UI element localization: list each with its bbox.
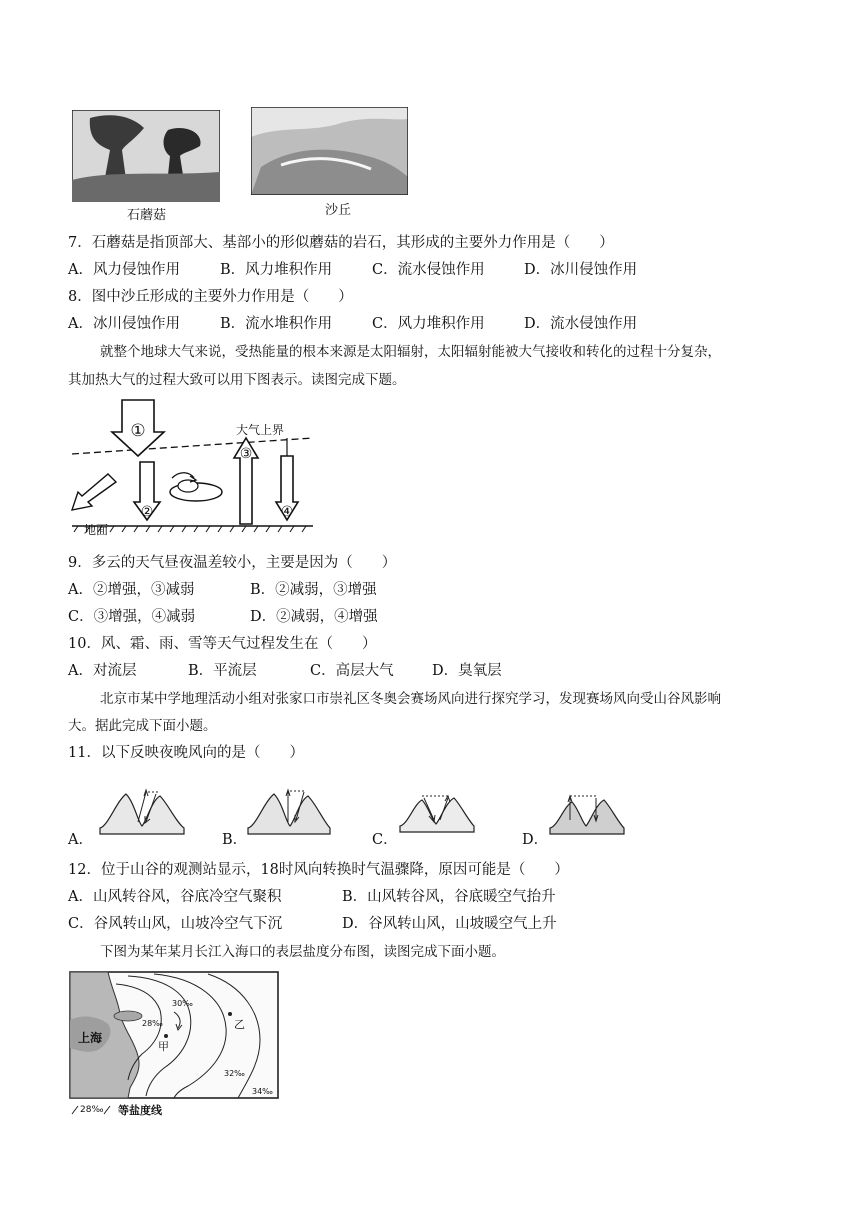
q11-option-c-diagram[interactable] <box>398 790 476 836</box>
question-12-stem: 12．位于山谷的观测站显示，18时风向转换时气温骤降，原因可能是（ ） <box>68 862 569 878</box>
atmosphere-heating-diagram <box>68 398 318 536</box>
label-circle-4: ④ <box>280 504 294 520</box>
q7-option-c[interactable]: C．流水侵蚀作用 <box>372 262 485 278</box>
mushroom-rock-photo <box>72 110 220 202</box>
q12-option-a[interactable]: A．山风转谷风，谷底冷空气聚积 <box>68 889 282 905</box>
label-top-of-atmosphere: 大气上界 <box>236 423 285 437</box>
q8-option-d[interactable]: D．流水侵蚀作用 <box>524 316 638 332</box>
q7-option-a[interactable]: A．风力侵蚀作用 <box>68 262 180 278</box>
q12-option-b[interactable]: B．山风转谷风，谷底暖空气抬升 <box>342 889 556 905</box>
q8-option-c[interactable]: C．风力堆积作用 <box>372 316 485 332</box>
q10-option-c[interactable]: C．高层大气 <box>310 663 394 679</box>
label-circle-3: ③ <box>239 446 253 462</box>
q12-option-c[interactable]: C．谷风转山风，山坡冷空气下沉 <box>68 916 283 932</box>
question-9-stem: 9．多云的天气昼夜温差较小，主要是因为（ ） <box>68 555 397 571</box>
sand-dune-caption: 沙丘 <box>325 203 352 218</box>
question-7-stem: 7．石蘑菇是指顶部大、基部小的形似蘑菇的岩石，其形成的主要外力作用是（ ） <box>68 235 614 251</box>
q11-option-b-diagram[interactable] <box>246 782 332 840</box>
question-8-stem: 8．图中沙丘形成的主要外力作用是（ ） <box>68 289 353 305</box>
q8-option-b[interactable]: B．流水堆积作用 <box>220 316 333 332</box>
q9-option-d[interactable]: D．②减弱，④增强 <box>250 609 378 625</box>
q11-option-d[interactable]: D． <box>522 832 549 848</box>
label-ground: 地面 <box>84 523 109 536</box>
intro-atmosphere-line1: 就整个地球大气来说，受热能量的根本来源是太阳辐射，太阳辐射能被大气接收和转化的过程十分复杂， <box>100 344 721 360</box>
intro-atmosphere-line2: 其加热大气的过程大致可以用下图表示。读图完成下题。 <box>68 372 406 388</box>
label-shanghai: 上海 <box>78 1031 103 1045</box>
intro-valley-wind-line1: 北京市某中学地理活动小组对张家口市崇礼区冬奥会赛场风向进行探究学习，发现赛场风向受山谷风影响 <box>100 691 721 707</box>
q11-option-b[interactable]: B． <box>222 832 248 848</box>
label-30: 30‰ <box>172 999 193 1008</box>
label-jia: 甲 <box>158 1040 169 1053</box>
q9-option-c[interactable]: C．③增强，④减弱 <box>68 609 196 625</box>
label-32: 32‰ <box>224 1069 245 1078</box>
q10-option-d[interactable]: D．臭氧层 <box>432 663 502 679</box>
salinity-distribution-map <box>68 970 280 1120</box>
q11-option-a[interactable]: A． <box>68 832 93 848</box>
question-10-stem: 10．风、霜、雨、雪等天气过程发生在（ ） <box>68 636 377 652</box>
q10-option-a[interactable]: A．对流层 <box>68 663 137 679</box>
q9-option-a[interactable]: A．②增强，③减弱 <box>68 582 195 598</box>
sand-dune-photo <box>251 107 408 195</box>
q8-option-a[interactable]: A．冰川侵蚀作用 <box>68 316 180 332</box>
question-11-stem: 11．以下反映夜晚风向的是（ ） <box>68 745 304 761</box>
legend-value: 28‰ <box>80 1105 104 1115</box>
q11-option-c[interactable]: C． <box>372 832 398 848</box>
intro-salinity: 下图为某年某月长江入海口的表层盐度分布图，读图完成下面小题。 <box>100 944 505 960</box>
legend-text: 等盐度线 <box>118 1104 162 1117</box>
label-28: 28‰ <box>142 1019 163 1028</box>
q9-option-b[interactable]: B．②减弱，③增强 <box>250 582 377 598</box>
q10-option-b[interactable]: B．平流层 <box>188 663 257 679</box>
q11-option-d-diagram[interactable] <box>548 790 626 838</box>
intro-valley-wind-line2: 大。据此完成下面小题。 <box>68 718 217 734</box>
label-34: 34‰ <box>252 1087 273 1096</box>
label-circle-1: ① <box>130 421 146 441</box>
q11-option-a-diagram[interactable] <box>98 782 186 840</box>
mushroom-rock-caption: 石蘑菇 <box>127 208 167 223</box>
q7-option-b[interactable]: B．风力堆积作用 <box>220 262 333 278</box>
q7-option-d[interactable]: D．冰川侵蚀作用 <box>524 262 638 278</box>
label-yi: 乙 <box>234 1018 245 1031</box>
label-circle-2: ② <box>140 504 154 520</box>
q12-option-d[interactable]: D．谷风转山风，山坡暖空气上升 <box>342 916 557 932</box>
